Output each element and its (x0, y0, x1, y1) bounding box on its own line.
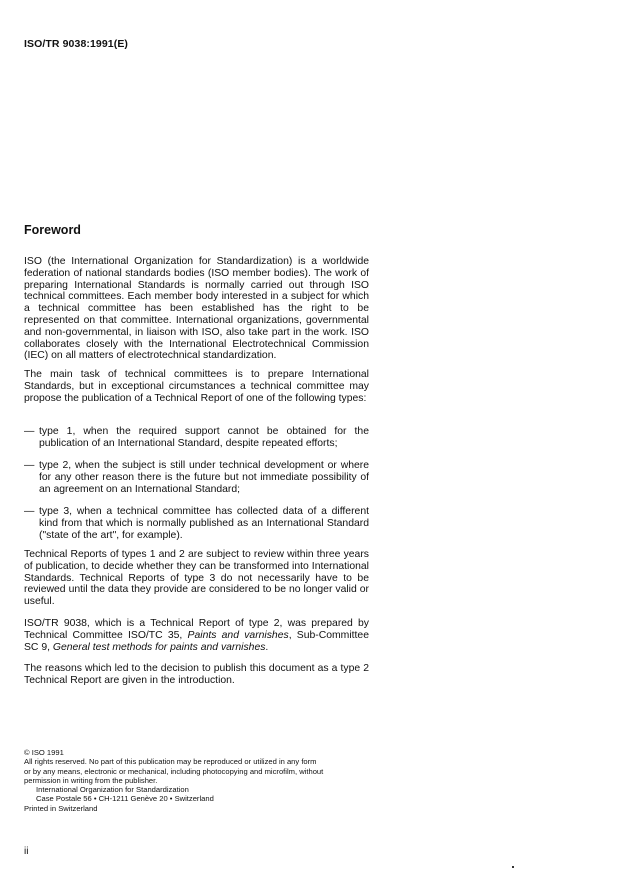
printed-in: Printed in Switzerland (24, 803, 98, 813)
committee-title: Paints and varnishes (187, 629, 289, 641)
paragraph-iso-intro: ISO (the International Organization for Standardization) is a worldwide federation of national standards bodies (ISO member bodies). The work of preparing International Standards is normally carried out through ISO technical committees. Each member body interested in a subject for which a technical committee has been established has the right to be represented on that committee. International organizations, governmental and non-governmental, in liaison with ISO, also take part in the work. ISO collaborates closely with the International Electrotechnical Commission (IEC) on all matters of electrotechnical standardization. (24, 256, 369, 362)
scan-mark (512, 866, 514, 868)
paragraph-preparation (24, 618, 369, 653)
preparation-text: ISO/TR 9038, which is a Technical Report of type 2, was prepared by Technical Committee ISO/TC 35, (24, 618, 369, 641)
copyright-line: All rights reserved. No part of this publication may be reproduced or utilized in any form (24, 757, 317, 767)
copyright-line: © ISO 1991 (24, 748, 64, 757)
preparation-text: , Sub-Committee SC 9, (24, 629, 369, 653)
copyright-line: permission in writing from the publisher. (24, 775, 158, 785)
document-id: ISO/TR 9038:1991(E) (24, 38, 129, 50)
paragraph-main-task: The main task of technical committees is to prepare International Standards, but in exceptional circumstances a technical committee may propose the publication of a Technical Report of one of the following types: (24, 369, 369, 404)
paragraph-reasons: The reasons which led to the decision to publish this document as a type 2 Technical Report are given in the introduction. (24, 663, 369, 686)
paragraph-review: Technical Reports of types 1 and 2 are subject to review within three years of publication, to decide whether they can be transformed into International Standards. Technical Reports of type 3 do not necessarily have to be reviewed until the data they provide are considered to be no longer valid or useful. (24, 549, 369, 608)
page-number: ii (24, 846, 29, 857)
preparation-text: . (265, 641, 269, 653)
copyright-line: or by any means, electronic or mechanical, including photocopying and microfilm, without (24, 766, 324, 776)
list-dash: — (24, 460, 35, 471)
copyright-address: Case Postale 56 • CH-1211 Genève 20 • Switzerland (36, 794, 214, 804)
list-item-text: type 2, when the subject is still under technical development or where for any other reason there is the future but not immediate possibility of an agreement on an International Standard; (39, 460, 369, 495)
copyright-address: International Organization for Standardization (36, 785, 189, 795)
list-item-text: type 1, when the required support cannot be obtained for the publication of an International Standard, despite repeated efforts; (39, 426, 369, 449)
list-dash: — (24, 426, 35, 437)
list-dash: — (24, 506, 35, 517)
list-item-text: type 3, when a technical committee has collected data of a different kind from that which is normally published as an International Standard ("state of the art", for example). (39, 506, 369, 541)
foreword-heading: Foreword (24, 223, 81, 237)
copyright-block (24, 748, 374, 813)
subcommittee-title: General test methods for paints and varnishes (52, 641, 266, 653)
